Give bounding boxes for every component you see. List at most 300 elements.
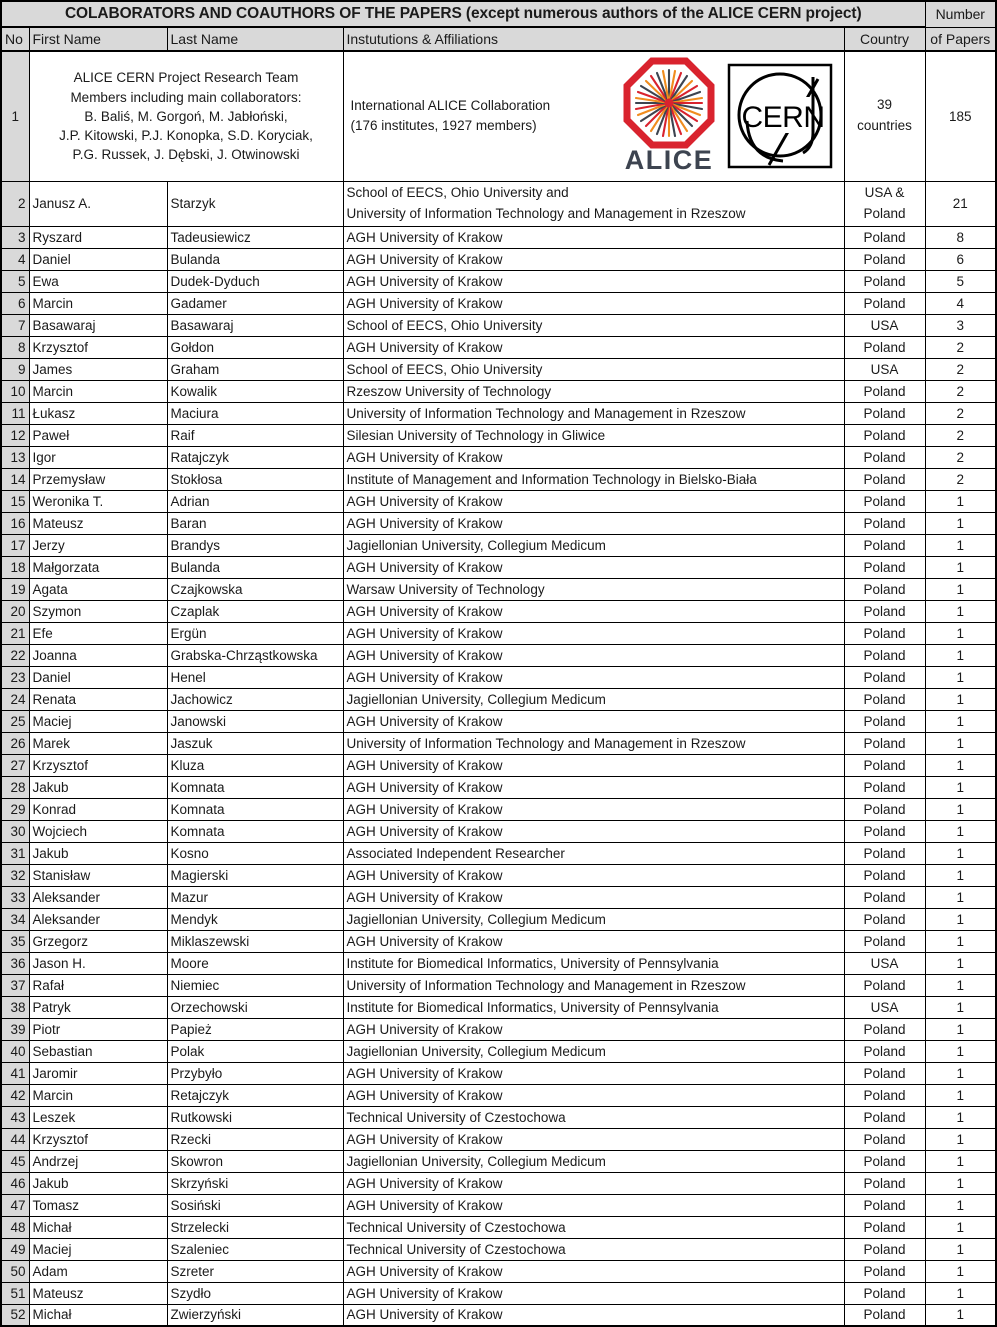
cell-papers: 1 <box>925 886 996 908</box>
cell-first-name: Igor <box>29 446 167 468</box>
cell-institution: AGH University of Krakow <box>343 1194 844 1216</box>
cell-country: Poland <box>844 886 925 908</box>
cell-papers: 1 <box>925 1128 996 1150</box>
cell-country: Poland <box>844 842 925 864</box>
alice-logo-icon <box>623 57 715 175</box>
cell-country: Poland <box>844 820 925 842</box>
cell-papers: 1 <box>925 1106 996 1128</box>
table-row[interactable] <box>1 732 996 754</box>
cell-no: 22 <box>1 644 29 666</box>
cell-papers: 1 <box>925 1040 996 1062</box>
cell-no: 37 <box>1 974 29 996</box>
table-row[interactable] <box>1 226 996 248</box>
cell-first-name: Aleksander <box>29 908 167 930</box>
cell-papers: 1 <box>925 820 996 842</box>
cell-no: 29 <box>1 798 29 820</box>
table-row[interactable] <box>1 644 996 666</box>
cell-papers: 2 <box>925 424 996 446</box>
cell-first-name: Maciej <box>29 710 167 732</box>
cell-no: 49 <box>1 1238 29 1260</box>
cell-first-name: Małgorzata <box>29 556 167 578</box>
table-row[interactable] <box>1 776 996 798</box>
cell-no: 13 <box>1 446 29 468</box>
cell-last-name: Tadeusiewicz <box>167 226 343 248</box>
cell-no: 9 <box>1 358 29 380</box>
cell-no: 18 <box>1 556 29 578</box>
cell-first-name: Stanisław <box>29 864 167 886</box>
cell-no: 28 <box>1 776 29 798</box>
cell-papers: 1 <box>925 1062 996 1084</box>
cell-first-name: Przemysław <box>29 468 167 490</box>
table-row[interactable] <box>1 270 996 292</box>
cell-country: Poland <box>844 1018 925 1040</box>
cell-papers: 1 <box>925 1260 996 1282</box>
cell-institution: AGH University of Krakow <box>343 512 844 534</box>
cell-first-name: Marek <box>29 732 167 754</box>
cell-last-name: Czaplak <box>167 600 343 622</box>
table-row[interactable] <box>1 1260 996 1282</box>
country-line-2: Poland <box>863 205 906 221</box>
table-row[interactable] <box>1 181 996 226</box>
cell-no: 34 <box>1 908 29 930</box>
cell-first-name: Mateusz <box>29 512 167 534</box>
cell-first-name: Rafał <box>29 974 167 996</box>
cell-first-name: Aleksander <box>29 886 167 908</box>
cell-institution: Institute for Biomedical Informatics, University of Pennsylvania <box>343 952 844 974</box>
cell-first-name: Basawaraj <box>29 314 167 336</box>
papers-title-header: Number <box>925 1 996 27</box>
cell-last-name: Brandys <box>167 534 343 556</box>
table-row[interactable] <box>1 622 996 644</box>
svg-text:CERN: CERN <box>740 101 825 135</box>
table-row[interactable] <box>1 578 996 600</box>
cell-country: Poland <box>844 776 925 798</box>
cell-last-name: Stokłosa <box>167 468 343 490</box>
table-row[interactable] <box>1 688 996 710</box>
cell-institution: AGH University of Krakow <box>343 270 844 292</box>
cell-first-name: Jaromir <box>29 1062 167 1084</box>
column-header-no[interactable]: No <box>1 27 29 51</box>
cell-first-name: Paweł <box>29 424 167 446</box>
table-row[interactable] <box>1 1216 996 1238</box>
cell-no: 17 <box>1 534 29 556</box>
table-row[interactable] <box>1 402 996 424</box>
table-row[interactable] <box>1 1172 996 1194</box>
cell-no: 31 <box>1 842 29 864</box>
cell-last-name: Strzelecki <box>167 1216 343 1238</box>
cell-papers: 21 <box>925 181 996 226</box>
cell-papers: 1 <box>925 754 996 776</box>
cell-papers: 2 <box>925 336 996 358</box>
table-row[interactable] <box>1 798 996 820</box>
table-row[interactable] <box>1 930 996 952</box>
cell-institution: School of EECS, Ohio University <box>343 314 844 336</box>
institution-line-2: (176 institutes, 1927 members) <box>350 118 537 134</box>
cell-institution: AGH University of Krakow <box>343 754 844 776</box>
cell-country: Poland <box>844 1282 925 1304</box>
cell-papers: 2 <box>925 380 996 402</box>
cell-last-name: Mendyk <box>167 908 343 930</box>
cell-first-name: Adam <box>29 1260 167 1282</box>
cell-country: Poland <box>844 1128 925 1150</box>
cell-institution: AGH University of Krakow <box>343 798 844 820</box>
cell-no: 21 <box>1 622 29 644</box>
cell-no: 16 <box>1 512 29 534</box>
cell-first-name: Agata <box>29 578 167 600</box>
cell-institution: AGH University of Krakow <box>343 490 844 512</box>
table-row[interactable] <box>1 446 996 468</box>
table-row[interactable] <box>1 248 996 270</box>
cell-last-name: Ergün <box>167 622 343 644</box>
cell-no: 20 <box>1 600 29 622</box>
cell-papers: 1 <box>925 534 996 556</box>
cell-institution: Warsaw University of Technology <box>343 578 844 600</box>
cell-first-name: Ryszard <box>29 226 167 248</box>
cell-institution: AGH University of Krakow <box>343 600 844 622</box>
cell-papers: 2 <box>925 468 996 490</box>
cell-first-name: Łukasz <box>29 402 167 424</box>
cell-country: Poland <box>844 1172 925 1194</box>
table-row[interactable] <box>1 51 996 181</box>
cell-institution: University of Information Technology and Management in Rzeszow <box>343 402 844 424</box>
cell-papers: 1 <box>925 1238 996 1260</box>
cell-last-name: Kluza <box>167 754 343 776</box>
cell-papers: 6 <box>925 248 996 270</box>
table-row[interactable] <box>1 600 996 622</box>
cell-last-name: Mazur <box>167 886 343 908</box>
cell-country: Poland <box>844 1062 925 1084</box>
table-row[interactable] <box>1 908 996 930</box>
table-row[interactable] <box>1 1194 996 1216</box>
cell-institution: AGH University of Krakow <box>343 820 844 842</box>
table-row[interactable] <box>1 1304 996 1326</box>
cell-institution: Institute for Biomedical Informatics, University of Pennsylvania <box>343 996 844 1018</box>
cell-country: Poland <box>844 270 925 292</box>
table-row[interactable] <box>1 996 996 1018</box>
cell-papers: 1 <box>925 666 996 688</box>
cell-first-name: Jerzy <box>29 534 167 556</box>
table-row[interactable] <box>1 754 996 776</box>
cell-first-name: Michał <box>29 1304 167 1326</box>
cell-last-name: Ratajczyk <box>167 446 343 468</box>
cell-last-name: Papież <box>167 1018 343 1040</box>
cell-institution: Jagiellonian University, Collegium Medicum <box>343 1040 844 1062</box>
cell-papers: 1 <box>925 1304 996 1326</box>
cell-first-name: Szymon <box>29 600 167 622</box>
cell-country: Poland <box>844 380 925 402</box>
institution-line-1: International ALICE Collaboration <box>350 98 551 113</box>
cell-country: Poland <box>844 666 925 688</box>
cell-country: Poland <box>844 1040 925 1062</box>
cell-no: 6 <box>1 292 29 314</box>
cell-papers: 1 <box>925 1084 996 1106</box>
cell-institution: AGH University of Krakow <box>343 1172 844 1194</box>
cell-institution: Jagiellonian University, Collegium Medicum <box>343 688 844 710</box>
table-row[interactable] <box>1 292 996 314</box>
table-row[interactable] <box>1 710 996 732</box>
cell-no: 26 <box>1 732 29 754</box>
cell-last-name: Komnata <box>167 820 343 842</box>
table-row[interactable] <box>1 1018 996 1040</box>
cell-no: 35 <box>1 930 29 952</box>
cell-no: 12 <box>1 424 29 446</box>
cell-first-name: Piotr <box>29 1018 167 1040</box>
cell-first-name: Renata <box>29 688 167 710</box>
cell-last-name: Miklaszewski <box>167 930 343 952</box>
table-row[interactable] <box>1 1106 996 1128</box>
table-row[interactable] <box>1 864 996 886</box>
cell-country: Poland <box>844 578 925 600</box>
table-row[interactable] <box>1 1238 996 1260</box>
cell-institution: AGH University of Krakow <box>343 292 844 314</box>
cell-papers: 3 <box>925 314 996 336</box>
cell-last-name: Czajkowska <box>167 578 343 600</box>
cell-country <box>844 51 925 181</box>
cell-institution: AGH University of Krakow <box>343 1128 844 1150</box>
cell-last-name: Kosno <box>167 842 343 864</box>
cell-papers: 1 <box>925 1216 996 1238</box>
table-row[interactable] <box>1 842 996 864</box>
cell-first-name: Weronika T. <box>29 490 167 512</box>
cell-institution: University of Information Technology and Management in Rzeszow <box>343 732 844 754</box>
table-row[interactable] <box>1 1150 996 1172</box>
cell-papers: 1 <box>925 578 996 600</box>
table-row[interactable] <box>1 534 996 556</box>
cell-first-name: Tomasz <box>29 1194 167 1216</box>
cell-last-name: Adrian <box>167 490 343 512</box>
table-row[interactable] <box>1 1062 996 1084</box>
cell-country: Poland <box>844 402 925 424</box>
cell-papers: 1 <box>925 776 996 798</box>
table-row[interactable] <box>1 974 996 996</box>
table-row[interactable] <box>1 952 996 974</box>
cell-no: 32 <box>1 864 29 886</box>
cell-country: Poland <box>844 468 925 490</box>
cell-no: 24 <box>1 688 29 710</box>
cell-no: 30 <box>1 820 29 842</box>
cell-last-name: Gołdon <box>167 336 343 358</box>
table-row[interactable] <box>1 468 996 490</box>
cell-institution: AGH University of Krakow <box>343 622 844 644</box>
cell-country <box>844 181 925 226</box>
cell-no: 2 <box>1 181 29 226</box>
cell-last-name: Szreter <box>167 1260 343 1282</box>
table-row[interactable] <box>1 314 996 336</box>
cell-papers: 1 <box>925 490 996 512</box>
cell-no: 45 <box>1 1150 29 1172</box>
cell-papers: 1 <box>925 908 996 930</box>
cell-papers: 2 <box>925 402 996 424</box>
cell-institution: AGH University of Krakow <box>343 1282 844 1304</box>
team-line-3: B. Baliś, M. Gorgoń, M. Jabłoński, <box>84 108 288 124</box>
cell-no: 7 <box>1 314 29 336</box>
table-row[interactable] <box>1 1040 996 1062</box>
cell-country: Poland <box>844 1238 925 1260</box>
cell-last-name: Bulanda <box>167 556 343 578</box>
cell-no: 4 <box>1 248 29 270</box>
table-row[interactable] <box>1 380 996 402</box>
cell-institution: Institute of Management and Information Technology in Bielsko-Biała <box>343 468 844 490</box>
cell-first-name: Wojciech <box>29 820 167 842</box>
cell-papers: 5 <box>925 270 996 292</box>
team-line-1: ALICE CERN Project Research Team <box>73 70 299 86</box>
country-line-1: USA & <box>864 184 905 200</box>
cell-first-name: Jakub <box>29 1172 167 1194</box>
cell-papers: 1 <box>925 1172 996 1194</box>
cell-country: Poland <box>844 688 925 710</box>
cell-country: Poland <box>844 732 925 754</box>
table-row[interactable] <box>1 424 996 446</box>
cell-institution: AGH University of Krakow <box>343 1062 844 1084</box>
cell-country: Poland <box>844 622 925 644</box>
cell-country: Poland <box>844 556 925 578</box>
cell-no: 3 <box>1 226 29 248</box>
cell-no: 46 <box>1 1172 29 1194</box>
cell-last-name: Gadamer <box>167 292 343 314</box>
cell-last-name: Komnata <box>167 798 343 820</box>
cell-country: Poland <box>844 490 925 512</box>
cell-last-name: Jachowicz <box>167 688 343 710</box>
cell-no: 43 <box>1 1106 29 1128</box>
cell-institution: AGH University of Krakow <box>343 864 844 886</box>
table-title-row <box>1 1 996 27</box>
cell-first-name: Krzysztof <box>29 336 167 358</box>
column-header-last-name[interactable]: Last Name <box>167 27 343 51</box>
table-row[interactable] <box>1 490 996 512</box>
cell-last-name: Starzyk <box>167 181 343 226</box>
cell-country: Poland <box>844 248 925 270</box>
team-line-4: J.P. Kitowski, P.J. Konopka, S.D. Koryciak, <box>59 127 313 143</box>
column-header-institutions[interactable]: Instututions & Affiliations <box>343 27 844 51</box>
cell-first-name: Konrad <box>29 798 167 820</box>
cell-papers: 1 <box>925 644 996 666</box>
cell-no: 42 <box>1 1084 29 1106</box>
cell-last-name: Orzechowski <box>167 996 343 1018</box>
cell-last-name: Niemiec <box>167 974 343 996</box>
cell-last-name: Jaszuk <box>167 732 343 754</box>
table-row[interactable] <box>1 820 996 842</box>
cell-last-name: Retajczyk <box>167 1084 343 1106</box>
cell-country: Poland <box>844 292 925 314</box>
cell-papers: 1 <box>925 930 996 952</box>
table-row[interactable] <box>1 556 996 578</box>
cell-institution: AGH University of Krakow <box>343 336 844 358</box>
table-row[interactable] <box>1 512 996 534</box>
cell-country: Poland <box>844 336 925 358</box>
cell-last-name: Grabska-Chrząstkowska <box>167 644 343 666</box>
cell-institution: AGH University of Krakow <box>343 248 844 270</box>
cell-country: Poland <box>844 644 925 666</box>
cell-institution: AGH University of Krakow <box>343 644 844 666</box>
cell-papers: 1 <box>925 1282 996 1304</box>
cell-country: Poland <box>844 1304 925 1326</box>
cell-last-name: Moore <box>167 952 343 974</box>
cell-first-name: Patryk <box>29 996 167 1018</box>
cell-first-name: Maciej <box>29 1238 167 1260</box>
table-row[interactable] <box>1 336 996 358</box>
cell-papers: 2 <box>925 358 996 380</box>
cell-last-name: Szaleniec <box>167 1238 343 1260</box>
cell-no: 41 <box>1 1062 29 1084</box>
cell-last-name: Basawaraj <box>167 314 343 336</box>
cell-last-name: Kowalik <box>167 380 343 402</box>
cell-last-name: Raif <box>167 424 343 446</box>
cell-last-name: Maciura <box>167 402 343 424</box>
cell-country: Poland <box>844 512 925 534</box>
cell-no: 48 <box>1 1216 29 1238</box>
cell-institution: Silesian University of Technology in Gliwice <box>343 424 844 446</box>
cell-last-name: Polak <box>167 1040 343 1062</box>
table-row[interactable] <box>1 886 996 908</box>
cell-institution: Jagiellonian University, Collegium Medicum <box>343 1150 844 1172</box>
cell-last-name: Magierski <box>167 864 343 886</box>
cell-papers: 1 <box>925 798 996 820</box>
cell-first-name: Janusz A. <box>29 181 167 226</box>
table-row[interactable] <box>1 1128 996 1150</box>
column-header-first-name[interactable]: First Name <box>29 27 167 51</box>
cell-last-name: Przybyło <box>167 1062 343 1084</box>
cell-country: Poland <box>844 1216 925 1238</box>
table-row[interactable] <box>1 1084 996 1106</box>
cell-no: 1 <box>1 51 29 181</box>
cell-first-name: Grzegorz <box>29 930 167 952</box>
cell-institution: AGH University of Krakow <box>343 1304 844 1326</box>
cell-last-name: Dudek-Dyduch <box>167 270 343 292</box>
table-row[interactable] <box>1 1282 996 1304</box>
cell-institution: AGH University of Krakow <box>343 930 844 952</box>
country-line-2: countries <box>857 118 912 134</box>
table-row[interactable] <box>1 358 996 380</box>
cell-first-name: Sebastian <box>29 1040 167 1062</box>
cell-last-name: Sosiński <box>167 1194 343 1216</box>
cell-no: 33 <box>1 886 29 908</box>
cell-first-name: Andrzej <box>29 1150 167 1172</box>
cell-institution <box>343 181 844 226</box>
cell-papers: 1 <box>925 974 996 996</box>
institution-line-1: School of EECS, Ohio University and <box>346 184 569 200</box>
cell-institution: AGH University of Krakow <box>343 446 844 468</box>
cell-institution: Jagiellonian University, Collegium Medicum <box>343 908 844 930</box>
cell-institution: AGH University of Krakow <box>343 1084 844 1106</box>
cell-first-name: Leszek <box>29 1106 167 1128</box>
cell-papers: 1 <box>925 952 996 974</box>
cell-no: 14 <box>1 468 29 490</box>
cell-no: 5 <box>1 270 29 292</box>
cell-country: Poland <box>844 908 925 930</box>
cell-first-name: Krzysztof <box>29 1128 167 1150</box>
cell-country: Poland <box>844 1084 925 1106</box>
cell-country: Poland <box>844 1260 925 1282</box>
cell-papers: 1 <box>925 864 996 886</box>
cell-country: Poland <box>844 710 925 732</box>
cell-papers: 8 <box>925 226 996 248</box>
cell-institution: AGH University of Krakow <box>343 1260 844 1282</box>
country-line-1: 39 <box>876 97 893 113</box>
cell-country: Poland <box>844 534 925 556</box>
logo-group <box>623 57 835 175</box>
cell-country: Poland <box>844 1150 925 1172</box>
column-header-papers[interactable]: of Papers <box>925 27 996 51</box>
cell-papers: 1 <box>925 732 996 754</box>
table-row[interactable] <box>1 666 996 688</box>
column-header-country[interactable]: Country <box>844 27 925 51</box>
cell-papers: 185 <box>925 51 996 181</box>
cell-papers: 1 <box>925 600 996 622</box>
cell-papers: 1 <box>925 1150 996 1172</box>
cell-papers: 1 <box>925 842 996 864</box>
cell-first-name: Daniel <box>29 248 167 270</box>
cell-country: Poland <box>844 754 925 776</box>
